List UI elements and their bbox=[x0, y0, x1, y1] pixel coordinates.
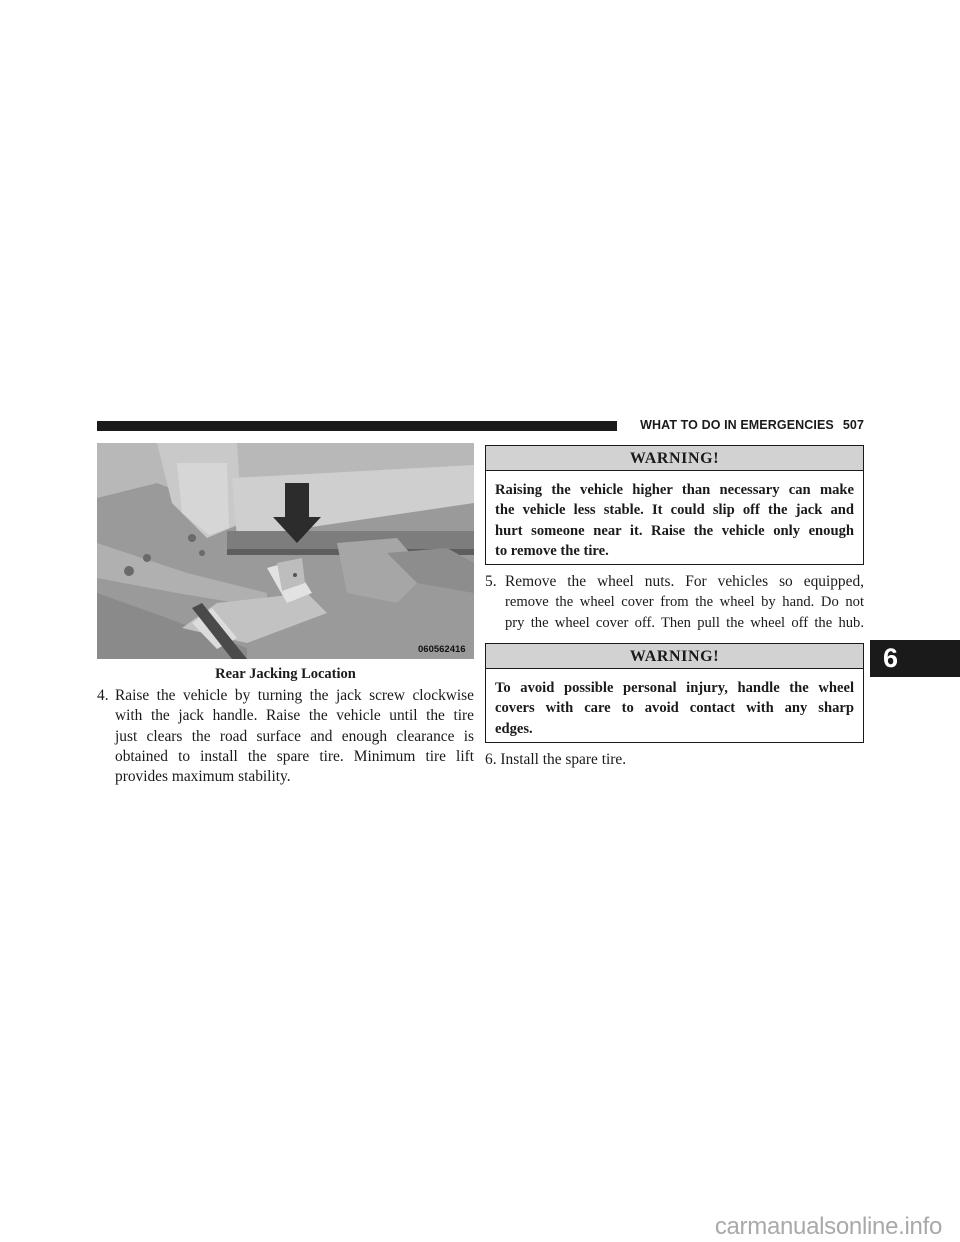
warning-body bbox=[486, 471, 863, 567]
warning-line: the vehicle less stable. It could slip off the jack and bbox=[495, 502, 854, 519]
step-5 bbox=[485, 572, 864, 633]
chapter-tab: 6 bbox=[870, 640, 960, 677]
step-4-line: obtained to install the spare tire. Minimum tire lift bbox=[115, 747, 474, 765]
warning-title: WARNING! bbox=[486, 644, 863, 669]
step-number: 4. bbox=[97, 687, 109, 704]
step-4-line: provides maximum stability. bbox=[115, 768, 291, 786]
step-number: 6. bbox=[485, 751, 497, 768]
running-header bbox=[632, 418, 864, 432]
warning-line: covers with care to avoid contact with any sharp bbox=[495, 700, 854, 717]
figure-code: 060562416 bbox=[418, 644, 466, 655]
step-4-line: with the jack handle. Raise the vehicle until the tire bbox=[115, 707, 474, 725]
figure-caption: Rear Jacking Location bbox=[215, 666, 356, 682]
step-4 bbox=[97, 686, 474, 787]
jack-under-vehicle-image bbox=[97, 443, 474, 659]
warning-line: to remove the tire. bbox=[495, 542, 609, 559]
step-6-text: Install the spare tire. bbox=[500, 751, 627, 768]
step-4-line: just clears the road surface and enough clearance is bbox=[115, 727, 474, 745]
step-5-line: remove the wheel cover from the wheel by hand. Do not bbox=[505, 594, 864, 611]
warning-title: WARNING! bbox=[486, 446, 863, 471]
warning-body bbox=[486, 669, 863, 745]
warning-box-wheel-covers bbox=[485, 643, 864, 743]
step-number: 5. bbox=[485, 573, 497, 590]
warning-line: Raising the vehicle higher than necessary can make bbox=[495, 482, 854, 498]
step-6 bbox=[485, 750, 864, 770]
watermark: carmanualsonline.info bbox=[714, 1213, 942, 1240]
warning-line: To avoid possible personal injury, handle the wheel bbox=[495, 680, 854, 696]
header-rule bbox=[97, 421, 617, 431]
step-5-line: pry the wheel cover off. Then pull the wheel off the hub. bbox=[505, 614, 864, 631]
warning-line: hurt someone near it. Raise the vehicle only enough bbox=[495, 522, 854, 539]
rear-jacking-illustration bbox=[97, 443, 474, 659]
step-4-line: Raise the vehicle by turning the jack screw clockwise bbox=[115, 687, 474, 704]
page-number: 507 bbox=[842, 418, 864, 432]
section-title: WHAT TO DO IN EMERGENCIES bbox=[640, 418, 834, 432]
warning-box-raising bbox=[485, 445, 864, 565]
warning-line: edges. bbox=[495, 720, 533, 737]
step-5-line: Remove the wheel nuts. For vehicles so equipped, bbox=[505, 573, 864, 590]
